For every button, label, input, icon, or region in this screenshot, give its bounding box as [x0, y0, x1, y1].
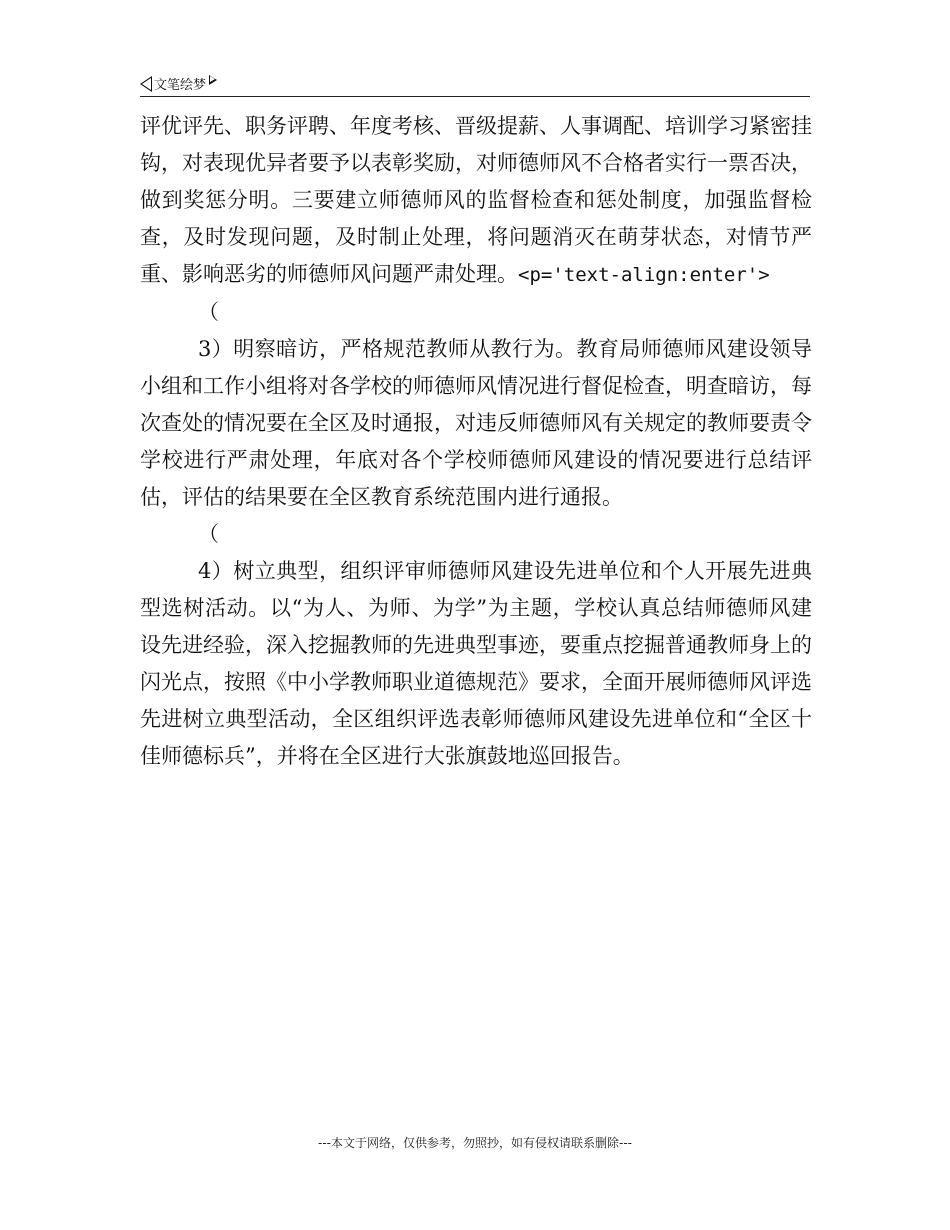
open-paren-a: （: [198, 300, 219, 324]
paragraph-1: [140, 108, 812, 294]
triangle-right-outline-icon: [209, 75, 217, 85]
paragraph-1-code: <p='text-align:enter'>: [518, 264, 770, 286]
open-paren-b: （: [198, 522, 219, 546]
triangle-left-outline-icon: [140, 76, 152, 92]
page-header: [140, 72, 810, 97]
footer-disclaimer: ---本文于网络，仅供参考，勿照抄，如有侵权请联系删除---: [318, 1136, 632, 1150]
document-body: [140, 108, 812, 775]
paragraph-2: 3）明察暗访，严格规范教师从教行为。教育局师德师风建设领导小组和工作小组将对各学校的师德师风情况进行督促检查，明查暗访，每次查处的情况要在全区及时通报，对违反师德师风有关规定的教师要责令学校进行严肃处理，年底对各个学校师德师风建设的情况要进行总结评估，评估的结果要在全区教育系统范围内进行通报。: [140, 337, 812, 509]
header-brand: [140, 74, 217, 96]
brand-text: 文笔绘梦: [154, 78, 207, 93]
paragraph-3: 4）树立典型，组织评审师德师风建设先进单位和个人开展先进典型选树活动。以“为人、为师、为学”为主题，学校认真总结师德师风建设先进经验，深入挖掘教师的先进典型事迹，要重点挖掘普通教师身上的闪光点，按照《中小学教师职业道德规范》要求，全面开展师德师风评选先进树立典型活动，全区组织评选表彰师德师风建设先进单位和“全区十佳师德标兵”，并将在全区进行大张旗鼓地巡回报告。: [140, 559, 812, 768]
paragraph-1-text: 评优评先、职务评聘、年度考核、晋级提薪、人事调配、培训学习紧密挂钩，对表现优异者要予以表彰奖励，对师德师风不合格者实行一票否决，做到奖惩分明。三要建立师德师风的监督检查和惩处制度，加强监督检查，及时发现问题，及时制止处理，将问题消灭在萌芽状态，对情节严重、影响恶劣的师德师风问题严肃处理。: [140, 114, 812, 286]
